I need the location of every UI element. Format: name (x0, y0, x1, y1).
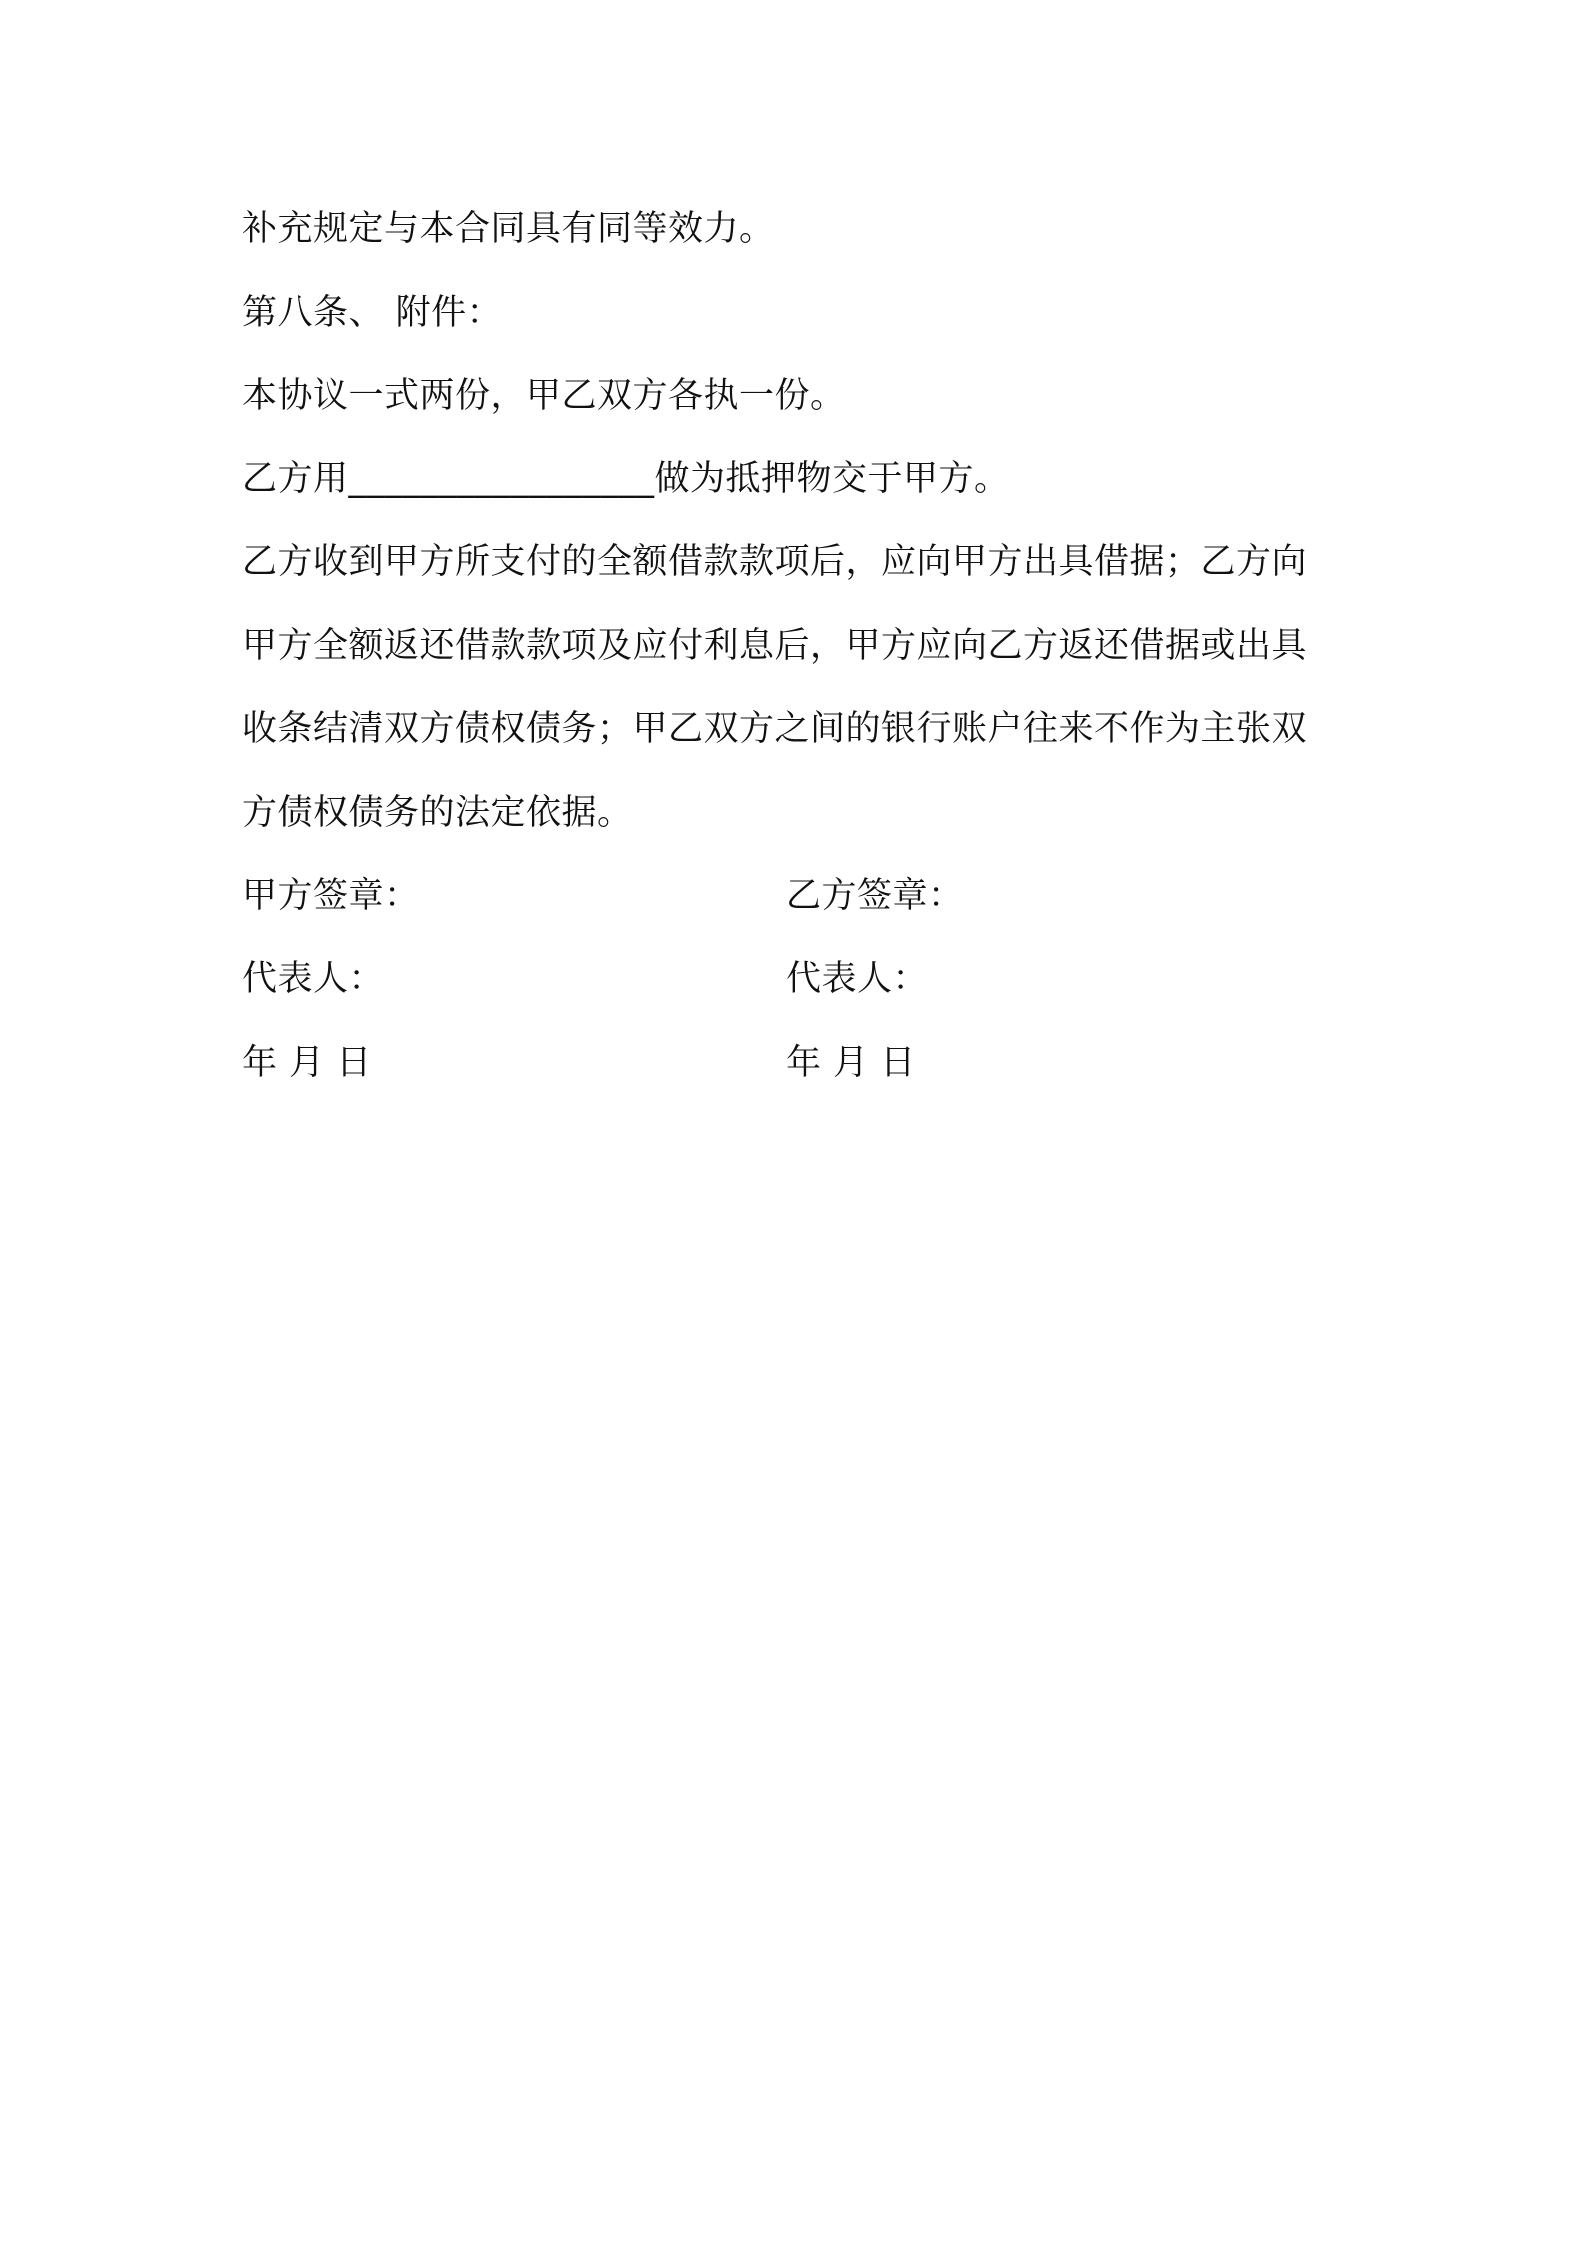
receipt-clause-line-2: 甲方全额返还借款款项及应付利息后，甲方应向乙方返还借据或出具 (242, 626, 1308, 666)
receipt-clause-line-3: 收条结清双方债权债务；甲乙双方之间的银行账户往来不作为主张双 (242, 709, 1308, 749)
copies-clause-line: 本协议一式两份，甲乙双方各执一份。 (242, 376, 846, 416)
party-b-seal-label: 乙方签章： (786, 876, 964, 916)
collateral-clause-line: 乙方用_________________做为抵押物交于甲方。 (242, 459, 1010, 499)
supplement-clause-line: 补充规定与本合同具有同等效力。 (242, 209, 775, 249)
party-b-date-label: 年 月 日 (786, 1043, 916, 1083)
party-a-date-label: 年 月 日 (242, 1043, 372, 1083)
party-b-representative-label: 代表人： (786, 959, 929, 999)
receipt-clause-line-4: 方债权债务的法定依据。 (242, 793, 633, 833)
party-a-representative-label: 代表人： (242, 959, 385, 999)
article-eight-heading: 第八条、 附件： (242, 293, 503, 333)
party-a-seal-label: 甲方签章： (242, 876, 420, 916)
receipt-clause-line-1: 乙方收到甲方所支付的全额借款款项后，应向甲方出具借据；乙方向 (242, 542, 1308, 582)
